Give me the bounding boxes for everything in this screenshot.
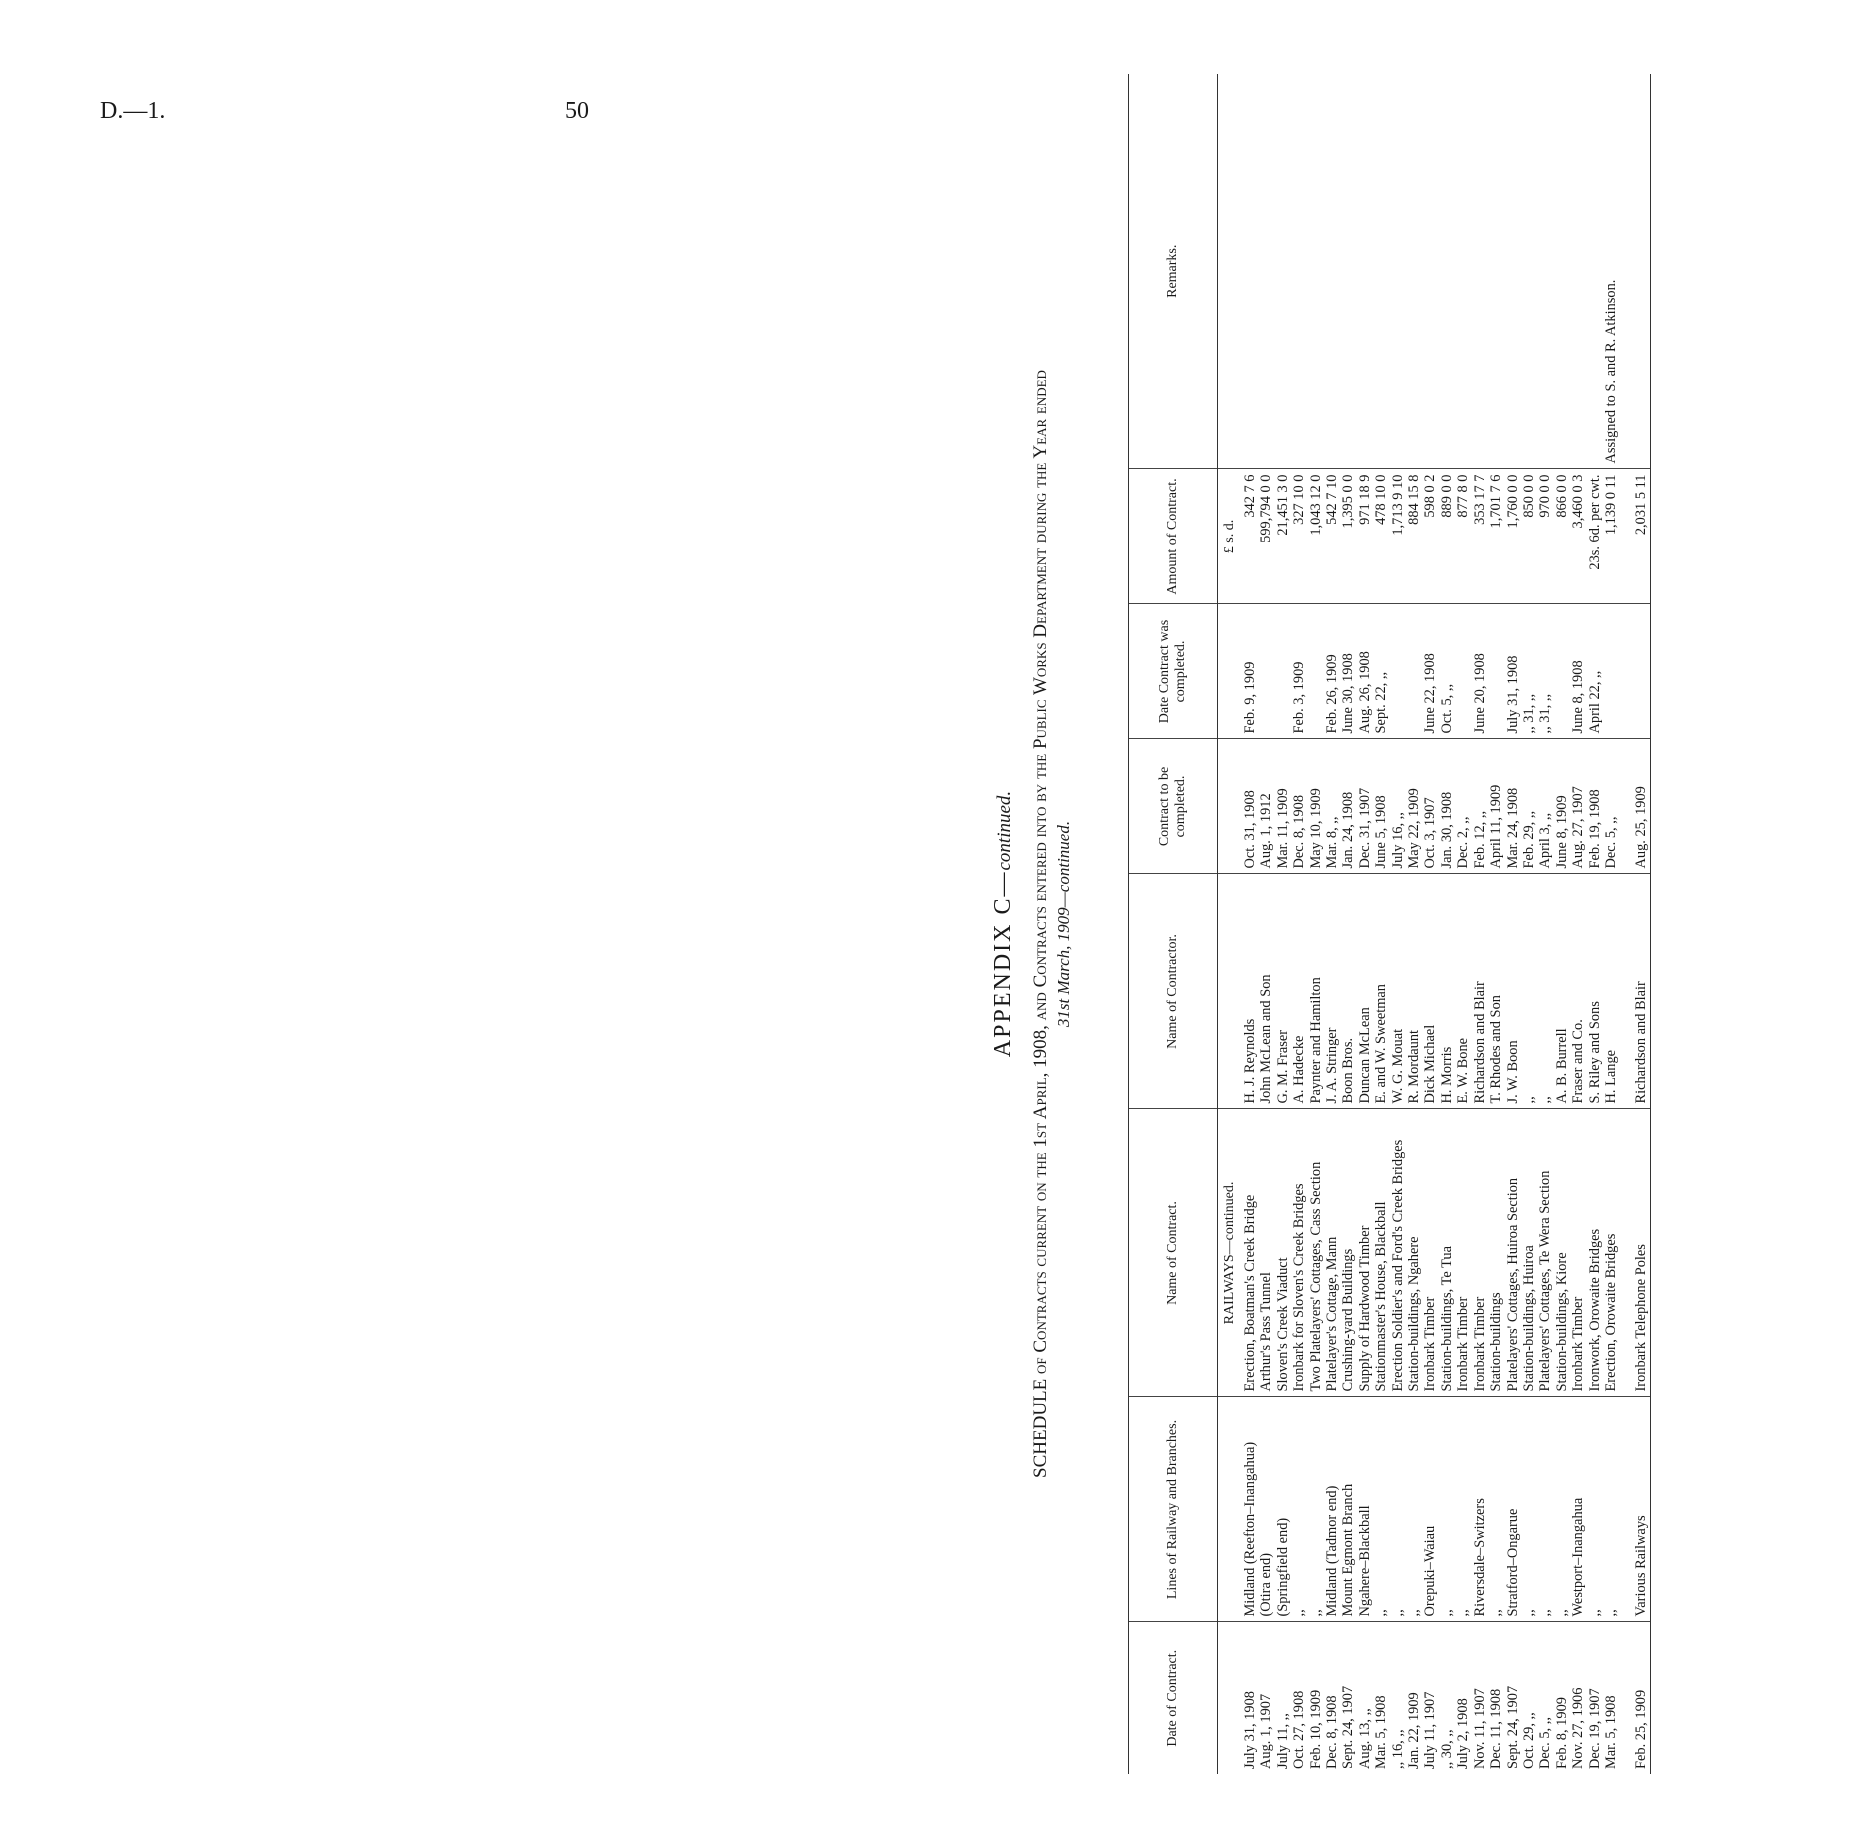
cell-date: July 2, 1908: [1455, 1698, 1472, 1769]
cell-amount: 850 0 0: [1521, 469, 1537, 604]
cell-line: ,,: [1488, 1397, 1504, 1622]
table-row: [1373, 74, 1389, 1774]
cell-contract: Station-buildings, Huiroa: [1521, 1109, 1537, 1397]
cell-tobe: Mar. 11, 1909: [1275, 739, 1291, 874]
appendix-heading: APPENDIX C—continued.: [990, 790, 1016, 1058]
cell-amount: 1,760 0 0: [1505, 469, 1521, 604]
cell-date: Feb. 10, 1909: [1307, 1689, 1324, 1769]
cell-remarks: [1357, 74, 1373, 469]
cell-remarks: Assigned to S. and R. Atkinson.: [1603, 74, 1619, 469]
cell-amount: 599,794 0 0: [1258, 469, 1274, 604]
cell-date: Nov. 11, 1907: [1471, 1688, 1488, 1769]
cell-date: Mar. 5, 1908: [1602, 1695, 1619, 1769]
cell-remarks: [1455, 74, 1471, 469]
cell-line: (Springfield end): [1275, 1397, 1291, 1622]
cell-completed: Feb. 9, 1909: [1242, 604, 1258, 739]
cell-line: Midland (Reefton–Inangahua): [1242, 1397, 1258, 1622]
cell-contractor: Paynter and Hamilton: [1308, 874, 1324, 1109]
cell-completed: [1258, 604, 1274, 739]
cell-date: July 31, 1908: [1242, 1691, 1258, 1769]
cell-contractor: E. and W. Sweetman: [1373, 874, 1389, 1109]
cell-tobe: Dec. 2, ,,: [1455, 739, 1471, 874]
cell-remarks: [1422, 74, 1438, 469]
cell-line: ,,: [1554, 1397, 1570, 1622]
cell-completed: [1406, 604, 1422, 739]
cell-contractor: H. Lange: [1603, 874, 1619, 1109]
cell-completed: [1633, 604, 1650, 739]
cell-line: Stratford–Ongarue: [1505, 1397, 1521, 1622]
cell-contractor: John McLean and Son: [1258, 874, 1274, 1109]
cell-line: ,,: [1406, 1397, 1422, 1622]
cell-line: ,,: [1587, 1397, 1603, 1622]
cell-amount: 327 10 0: [1291, 469, 1307, 604]
section-row: [1218, 74, 1243, 1774]
header-line: Lines of Railway and Branches.: [1129, 1397, 1218, 1622]
cell-remarks: [1488, 74, 1504, 469]
cell-line: Various Railways: [1633, 1397, 1650, 1622]
cell-remarks: [1472, 74, 1488, 469]
cell-tobe: May 10, 1909: [1308, 739, 1324, 874]
cell-tobe: Feb. 12, ,,: [1472, 739, 1488, 874]
header-amount: Amount of Contract.: [1129, 469, 1218, 604]
cell-remarks: [1291, 74, 1307, 469]
cell-contractor: Richardson and Blair: [1633, 874, 1650, 1109]
cell-tobe: Aug. 27, 1907: [1570, 739, 1586, 874]
cell-contract: Arthur's Pass Tunnel: [1258, 1109, 1274, 1397]
cell-tobe: Aug. 25, 1909: [1633, 739, 1650, 874]
cell-amount: 884 15 8: [1406, 469, 1422, 604]
cell-date: Oct. 27, 1908: [1291, 1690, 1308, 1769]
cell-date: Feb. 25, 1909: [1633, 1622, 1650, 1774]
cell-contract: Erection, Boatman's Creek Bridge: [1242, 1109, 1258, 1397]
cell-completed: June 8, 1908: [1570, 604, 1586, 739]
cell-contract: Ironwork, Orowaite Bridges: [1587, 1109, 1603, 1397]
cell-contractor: J. W. Boon: [1505, 874, 1521, 1109]
cell-completed: Feb. 3, 1909: [1291, 604, 1307, 739]
cell-tobe: April 3, ,,: [1537, 739, 1553, 874]
table-row: [1275, 74, 1291, 1774]
cell-contractor: H. J. Reynolds: [1242, 874, 1258, 1109]
cell-contractor: Boon Bros.: [1340, 874, 1356, 1109]
section-heading: RAILWAYS—continued.: [1218, 1109, 1243, 1397]
cell-amount: 971 18 9: [1357, 469, 1373, 604]
cell-tobe: Feb. 29, ,,: [1521, 739, 1537, 874]
cell-date: Feb. 8, 1909: [1553, 1697, 1570, 1769]
header-completed: Date Contract was completed.: [1129, 604, 1218, 739]
cell-remarks: [1406, 74, 1422, 469]
cell-amount: 598 0 2: [1422, 469, 1438, 604]
table-row: [1587, 74, 1603, 1774]
cell-contract: Platelayers' Cottages, Te Wera Section: [1537, 1109, 1553, 1397]
cell-remarks: [1587, 74, 1603, 469]
cell-amount: 877 8 0: [1455, 469, 1471, 604]
document-series: D.—1.: [100, 98, 166, 124]
cell-amount: 23s. 6d. per cwt.: [1587, 469, 1603, 604]
table-row: [1488, 74, 1504, 1774]
cell-amount: 1,139 0 11: [1603, 469, 1619, 604]
cell-completed: [1308, 604, 1324, 739]
cell-date: Dec. 8, 1908: [1324, 1695, 1341, 1769]
cell-contractor: G. M. Fraser: [1275, 874, 1291, 1109]
cell-date: Dec. 5, ,,: [1537, 1717, 1554, 1769]
cell-contract: Erection, Orowaite Bridges: [1603, 1109, 1619, 1397]
cell-date: July 11, ,,: [1274, 1713, 1291, 1769]
cell-contract: Erection Soldier's and Ford's Creek Bridges: [1390, 1109, 1406, 1397]
cell-contractor: S. Riley and Sons: [1587, 874, 1603, 1109]
cell-amount: 21,451 3 0: [1275, 469, 1291, 604]
cell-line: ,,: [1439, 1397, 1455, 1622]
cell-contract: Platelayer's Cottage, Mann: [1324, 1109, 1340, 1397]
table-row: [1390, 74, 1406, 1774]
table-row: [1505, 74, 1521, 1774]
cell-remarks: [1633, 74, 1650, 469]
cell-completed: ,, 31, ,,: [1537, 604, 1553, 739]
cell-amount: 1,713 9 10: [1390, 469, 1406, 604]
cell-contract: Platelayers' Cottages, Huiroa Section: [1505, 1109, 1521, 1397]
cell-contract: Ironbark Timber: [1422, 1109, 1438, 1397]
table-row: [1455, 74, 1471, 1774]
cell-date: Nov. 27, 1906: [1570, 1687, 1587, 1769]
cell-tobe: Mar. 8, ,,: [1324, 739, 1340, 874]
table-row: [1242, 74, 1258, 1774]
cell-tobe: June 5, 1908: [1373, 739, 1389, 874]
cell-line: ,,: [1390, 1397, 1406, 1622]
cell-date: Dec. 11, 1908: [1488, 1688, 1505, 1769]
cell-contractor: J. A. Stringer: [1324, 874, 1340, 1109]
cell-date: ,, 16, ,,: [1389, 1729, 1406, 1769]
cell-amount: 353 17 7: [1472, 469, 1488, 604]
cell-remarks: [1258, 74, 1274, 469]
schedule-title: SCHEDULE of Contracts current on the 1st April, 1908, and Contracts entered into by the Public Works Department during the Year ended: [1030, 370, 1051, 1478]
cell-contractor: T. Rhodes and Son: [1488, 874, 1504, 1109]
cell-completed: [1455, 604, 1471, 739]
cell-amount: 3,460 0 3: [1570, 469, 1586, 604]
cell-completed: [1275, 604, 1291, 739]
contracts-table: [1128, 74, 1651, 1774]
cell-amount: 342 7 6: [1242, 469, 1258, 604]
cell-remarks: [1275, 74, 1291, 469]
cell-contractor: A. Hadecke: [1291, 874, 1307, 1109]
cell-contract: Station-buildings: [1488, 1109, 1504, 1397]
cell-contract: Ironbark for Sloven's Creek Bridges: [1291, 1109, 1307, 1397]
cell-line: Midland (Tadmor end): [1324, 1397, 1340, 1622]
cell-contractor: Duncan McLean: [1357, 874, 1373, 1109]
cell-tobe: Aug. 1, 1912: [1258, 739, 1274, 874]
cell-line: Riversdale–Switzers: [1472, 1397, 1488, 1622]
cell-contractor: H. Morris: [1439, 874, 1455, 1109]
cell-contractor: E. W. Bone: [1455, 874, 1471, 1109]
cell-date: Sept. 24, 1907: [1340, 1685, 1357, 1769]
cell-line: ,,: [1537, 1397, 1553, 1622]
cell-completed: June 30, 1908: [1340, 604, 1356, 739]
cell-contractor: Dick Michael: [1422, 874, 1438, 1109]
cell-contract: Ironbark Timber: [1570, 1109, 1586, 1397]
cell-remarks: [1537, 74, 1553, 469]
header-remarks: Remarks.: [1129, 74, 1218, 469]
cell-contract: Supply of Hardwood Timber: [1357, 1109, 1373, 1397]
cell-line: ,,: [1521, 1397, 1537, 1622]
cell-tobe: Jan. 30, 1908: [1439, 739, 1455, 874]
cell-date: ,, 30, ,,: [1438, 1729, 1455, 1769]
cell-line: Westport–Inangahua: [1570, 1397, 1586, 1622]
cell-amount: 1,701 7 6: [1488, 469, 1504, 604]
table-row: [1439, 74, 1455, 1774]
cell-remarks: [1308, 74, 1324, 469]
schedule-title-continued: 31st March, 1909—continued.: [1054, 820, 1073, 1028]
table-row: [1308, 74, 1324, 1774]
cell-tobe: Dec. 5, ,,: [1603, 739, 1619, 874]
header-to-be-completed: Contract to be completed.: [1129, 739, 1218, 874]
cell-contract: Stationmaster's House, Blackball: [1373, 1109, 1389, 1397]
table-row: [1258, 74, 1274, 1774]
cell-contract: Sloven's Creek Viaduct: [1275, 1109, 1291, 1397]
cell-completed: Aug. 26, 1908: [1357, 604, 1373, 739]
cell-contract: Station-buildings, Kiore: [1554, 1109, 1570, 1397]
cell-tobe: April 11, 1909: [1488, 739, 1504, 874]
cell-line: (Otira end): [1258, 1397, 1274, 1622]
cell-tobe: Jan. 24, 1908: [1340, 739, 1356, 874]
cell-contract: Ironbark Timber: [1472, 1109, 1488, 1397]
rotated-table-sheet: [990, 74, 1850, 1774]
header-contract: Name of Contract.: [1129, 1109, 1218, 1397]
cell-contractor: Fraser and Co.: [1570, 874, 1586, 1109]
table-row: [1340, 74, 1356, 1774]
cell-date: Aug. 1, 1907: [1258, 1693, 1275, 1769]
header-contractor: Name of Contractor.: [1129, 874, 1218, 1109]
cell-contract: Station-buildings, Ngahere: [1406, 1109, 1422, 1397]
cell-line: Ngahere–Blackball: [1357, 1397, 1373, 1622]
cell-tobe: Oct. 31, 1908: [1242, 739, 1258, 874]
cell-line: Mount Egmont Branch: [1340, 1397, 1356, 1622]
cell-remarks: [1324, 74, 1340, 469]
cell-completed: Feb. 26, 1909: [1324, 604, 1340, 739]
cell-completed: [1603, 604, 1619, 739]
cell-completed: ,, 31, ,,: [1521, 604, 1537, 739]
table-row: [1291, 74, 1307, 1774]
table-row: [1472, 74, 1488, 1774]
cell-contractor: Richardson and Blair: [1472, 874, 1488, 1109]
cell-completed: April 22, ,,: [1587, 604, 1603, 739]
cell-amount: 478 10 0: [1373, 469, 1389, 604]
cell-remarks: [1373, 74, 1389, 469]
cell-date: Mar. 5, 1908: [1373, 1695, 1390, 1769]
cell-completed: [1390, 604, 1406, 739]
cell-completed: Oct. 5, ,,: [1439, 604, 1455, 739]
cell-contract: Ironbark Timber: [1455, 1109, 1471, 1397]
cell-remarks: [1570, 74, 1586, 469]
cell-date: July 11, 1907: [1422, 1691, 1439, 1769]
header-row: [1129, 74, 1218, 1774]
cell-contractor: A. B. Burrell: [1554, 874, 1570, 1109]
table-row: [1537, 74, 1553, 1774]
cell-completed: June 20, 1908: [1472, 604, 1488, 739]
table-row: [1406, 74, 1422, 1774]
table-row: [1422, 74, 1438, 1774]
cell-contractor: R. Mordaunt: [1406, 874, 1422, 1109]
cell-contract: Station-buildings, Te Tua: [1439, 1109, 1455, 1397]
cell-line: ,,: [1373, 1397, 1389, 1622]
cell-completed: July 31, 1908: [1505, 604, 1521, 739]
cell-remarks: [1439, 74, 1455, 469]
cell-contractor: W. G. Mouat: [1390, 874, 1406, 1109]
cell-tobe: June 8, 1909: [1554, 739, 1570, 874]
cell-remarks: [1242, 74, 1258, 469]
cell-completed: [1554, 604, 1570, 739]
cell-contract: Two Platelayers' Cottages, Cass Section: [1308, 1109, 1324, 1397]
cell-date: Aug. 13, ,,: [1356, 1708, 1373, 1769]
cell-line: Orepuki–Waiau: [1422, 1397, 1438, 1622]
table-row: [1324, 74, 1340, 1774]
cell-amount: 1,043 12 0: [1308, 469, 1324, 604]
cell-amount: 889 0 0: [1439, 469, 1455, 604]
cell-completed: [1488, 604, 1504, 739]
cell-tobe: May 22, 1909: [1406, 739, 1422, 874]
table-row: [1633, 74, 1650, 1774]
cell-date: Oct. 29, ,,: [1520, 1712, 1537, 1769]
cell-line: ,,: [1308, 1397, 1324, 1622]
cell-tobe: Mar. 24, 1908: [1505, 739, 1521, 874]
cell-line: ,,: [1603, 1397, 1619, 1622]
amount-units: £ s. d.: [1218, 469, 1243, 604]
cell-amount: 2,031 5 11: [1633, 469, 1650, 604]
cell-date: Sept. 24, 1907: [1504, 1685, 1521, 1769]
cell-remarks: [1554, 74, 1570, 469]
cell-remarks: [1340, 74, 1356, 469]
table-row: [1554, 74, 1570, 1774]
cell-contract: Ironbark Telephone Poles: [1633, 1109, 1650, 1397]
table-row: [1357, 74, 1373, 1774]
cell-tobe: Feb. 19, 1908: [1587, 739, 1603, 874]
cell-tobe: Dec. 31, 1907: [1357, 739, 1373, 874]
cell-tobe: Oct. 3, 1907: [1422, 739, 1438, 874]
cell-remarks: [1505, 74, 1521, 469]
spacer-row: [1619, 74, 1633, 1774]
page-number: 50: [565, 98, 589, 124]
cell-amount: 970 0 0: [1537, 469, 1553, 604]
cell-completed: Sept. 22, ,,: [1373, 604, 1389, 739]
cell-line: ,,: [1291, 1397, 1307, 1622]
table-row: [1570, 74, 1586, 1774]
table-row: [1521, 74, 1537, 1774]
cell-date: Dec. 19, 1907: [1586, 1688, 1603, 1769]
cell-contract: Crushing-yard Buildings: [1340, 1109, 1356, 1397]
cell-date: Jan. 22, 1909: [1406, 1692, 1423, 1769]
cell-remarks: [1390, 74, 1406, 469]
cell-contractor: ,,: [1537, 874, 1553, 1109]
cell-contractor: ,,: [1521, 874, 1537, 1109]
cell-line: ,,: [1455, 1397, 1471, 1622]
cell-remarks: [1521, 74, 1537, 469]
cell-amount: 1,395 0 0: [1340, 469, 1356, 604]
cell-tobe: July 16, ,,: [1390, 739, 1406, 874]
cell-amount: 866 0 0: [1554, 469, 1570, 604]
cell-amount: 542 7 10: [1324, 469, 1340, 604]
cell-tobe: Dec. 8, 1908: [1291, 739, 1307, 874]
table-row: [1603, 74, 1619, 1774]
cell-completed: June 22, 1908: [1422, 604, 1438, 739]
header-date: Date of Contract.: [1129, 1622, 1218, 1774]
